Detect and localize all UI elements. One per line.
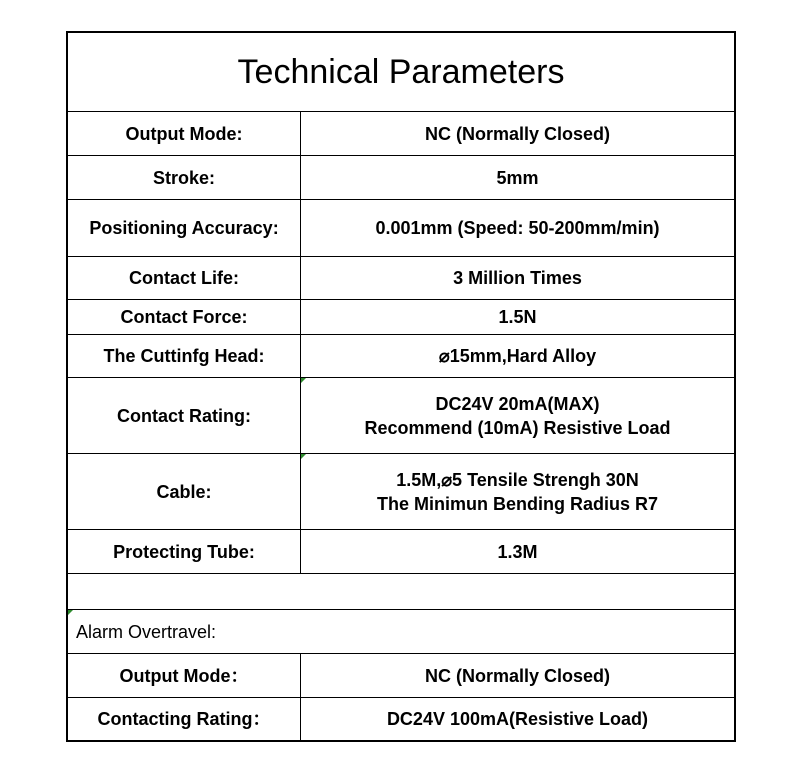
parameters-table [66,31,736,742]
value-line: The Minimun Bending Radius R7 [376,493,658,514]
param-value: NC (Normally Closed) [424,123,611,144]
param-value: 3 Million Times [453,268,582,288]
cell-marker-icon [301,378,306,383]
cell-marker-icon [301,454,306,459]
table-row [66,300,736,335]
value-line: DC24V 20mA(MAX) [435,393,600,414]
spacer-row [66,574,736,610]
table-row [66,698,736,742]
param-value: DC24V 100mA(Resistive Load) [386,709,649,729]
table-row [66,156,736,200]
table-row [66,335,736,378]
table-row [66,530,736,574]
param-label: Protecting Tube: [68,530,301,573]
param-label: Output Mode： [68,654,301,697]
section-heading-row [66,610,736,654]
cell-marker-icon [68,610,73,615]
param-value: ⌀15mm,Hard Alloy [438,346,597,366]
param-value: 1.3M [497,541,538,562]
param-value: NC (Normally Closed) [424,665,611,686]
table-title: Technical Parameters [66,31,736,112]
param-label: The Cuttinfg Head: [68,335,301,377]
empty-cell [68,574,734,609]
param-value [301,378,734,453]
param-label: Output Mode: [68,112,301,155]
table-row [66,200,736,257]
table-row [66,112,736,156]
value-line: 1.5M,⌀5 Tensile Strengh 30N [396,469,639,490]
param-label: Contact Life: [68,257,301,299]
table-row [66,454,736,530]
param-label: Cable: [68,454,301,529]
param-value: 5mm [496,167,539,188]
param-label: Contact Force: [68,300,301,334]
param-label: Positioning Accuracy: [68,200,301,256]
param-value: 0.001mm (Speed: 50-200mm/min) [375,218,660,238]
param-label: Contact Rating: [68,378,301,453]
table-row [66,378,736,454]
param-label: Stroke: [68,156,301,199]
param-label: Contacting Rating： [68,698,301,740]
alarm-heading: Alarm Overtravel: [76,621,217,642]
table-row [66,257,736,300]
param-value: 1.5N [498,307,537,327]
value-line: Recommend (10mA) Resistive Load [364,417,671,438]
param-value [301,454,734,529]
table-row [66,654,736,698]
